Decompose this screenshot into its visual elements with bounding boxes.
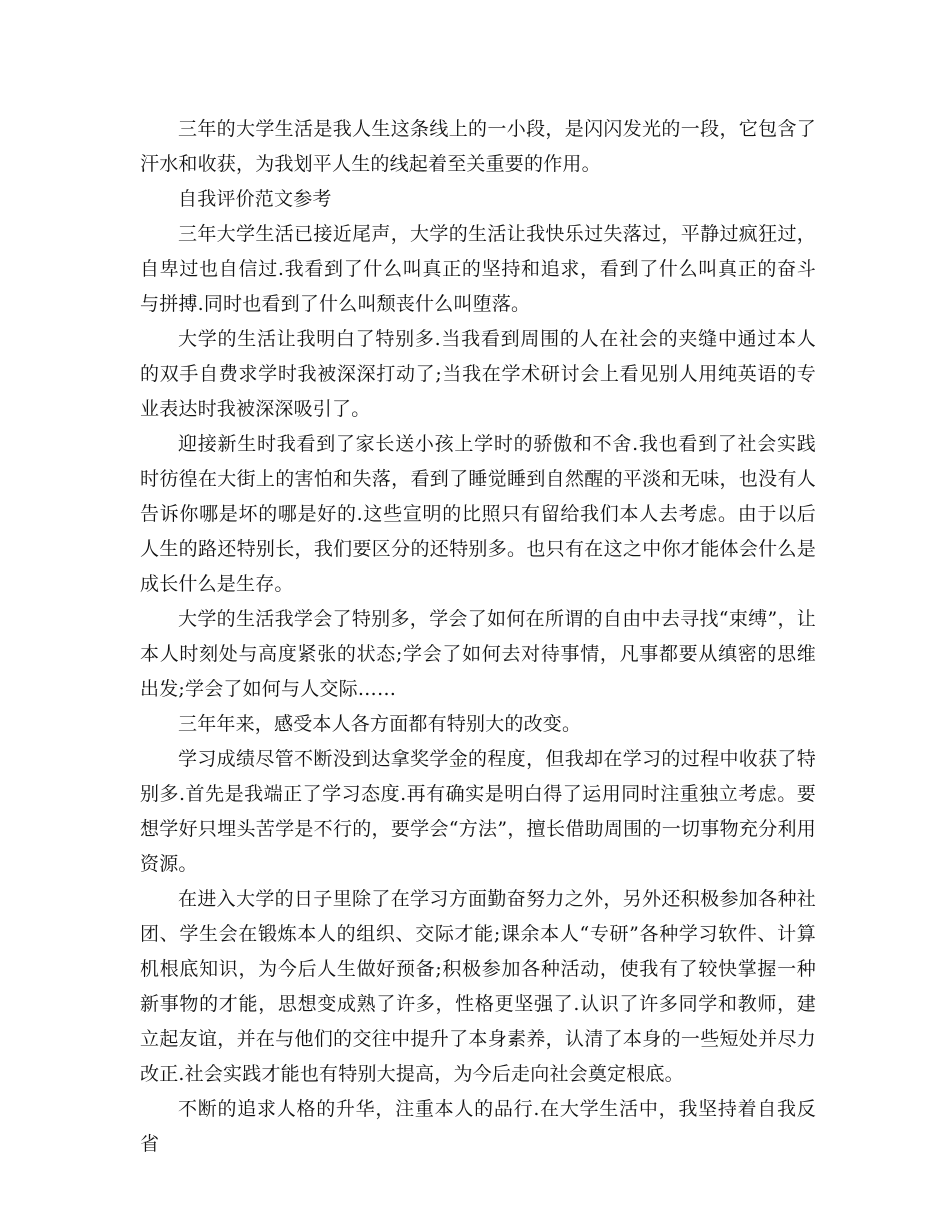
paragraph: 学习成绩尽管不断没到达拿奖学金的程度，但我却在学习的过程中收获了特别多.首先是我端正了学习态度.再有确实是明白得了运用同时注重独立考虑。要想学好只埋头苦学是不行的，要学会“方法”，擅长借助周围的一切事物充分利用资源。: [140, 748, 816, 875]
paragraph: 三年年来，感受本人各方面都有特别大的改变。: [178, 713, 582, 735]
paragraph: 大学的生活让我明白了特别多.当我看到周围的人在社会的夹缝中通过本人的双手自费求学时我被深深打动了;当我在学术研讨会上看见别人用纯英语的专业表达时我被深深吸引了。: [140, 328, 816, 420]
paragraph-intro: 三年的大学生活是我人生这条线上的一小段，是闪闪发光的一段，它包含了汗水和收获，为我划平人生的线起着至关重要的作用。: [140, 118, 816, 175]
paragraph: 在进入大学的日子里除了在学习方面勤奋努力之外，另外还积极参加各种社团、学生会在锻炼本人的组织、交际才能;课余本人“专研”各种学习软件、计算机根底知识，为今后人生做好预备;积极参加各种活动，使我有了较快掌握一种新事物的才能，思想变成熟了许多，性格更坚强了.认识了许多同学和教师，建立起友谊，并在与他们的交往中提升了本身素养，认清了本身的一些短处并尽力改正.社会实践才能也有特别大提高，为今后走向社会奠定根底。: [140, 888, 816, 1085]
paragraph: 迎接新生时我看到了家长送小孩上学时的骄傲和不舍.我也看到了社会实践时彷徨在大街上的害怕和失落，看到了睡觉睡到自然醒的平淡和无味，也没有人告诉你哪是坏的哪是好的.这些宣明的比照只有留给我们本人去考虑。由于以后人生的路还特别长，我们要区分的还特别多。也只有在这之中你才能体会什么是成长什么是生存。: [140, 433, 816, 595]
paragraph: 不断的追求人格的升华，注重本人的品行.在大学生活中，我坚持着自我反省: [140, 1098, 816, 1155]
paragraph: 三年大学生活已接近尾声，大学的生活让我快乐过失落过，平静过疯狂过，自卑过也自信过.我看到了什么叫真正的坚持和追求，看到了什么叫真正的奋斗与拼搏.同时也看到了什么叫颓丧什么叫堕落。: [140, 223, 816, 315]
document-body: [140, 112, 816, 1162]
paragraph: 大学的生活我学会了特别多，学会了如何在所谓的自由中去寻找“束缚”，让本人时刻处与高度紧张的状态;学会了如何去对待事情，凡事都要从缜密的思维出发;学会了如何与人交际……: [140, 608, 816, 700]
section-heading: 自我评价范文参考: [178, 188, 332, 210]
